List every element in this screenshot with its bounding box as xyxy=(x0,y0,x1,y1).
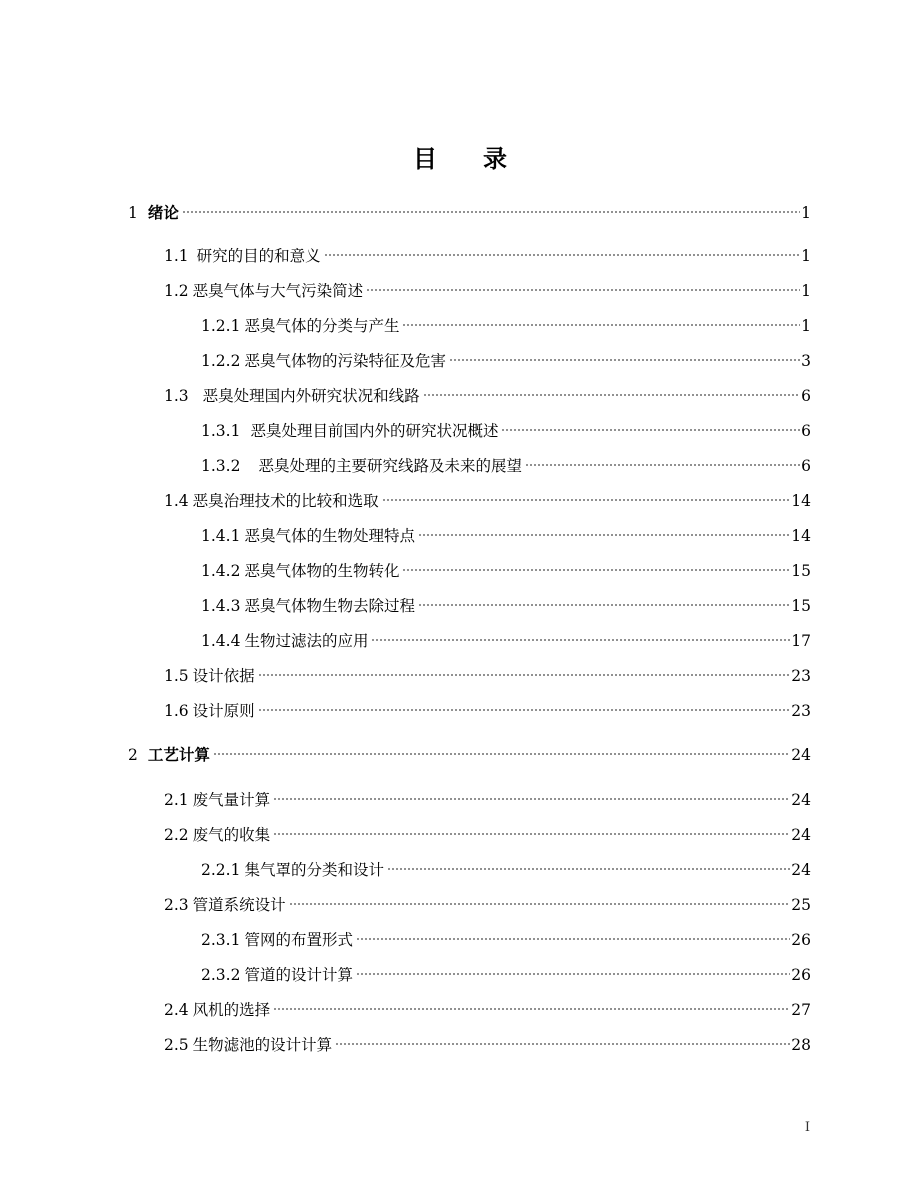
toc-entry-number: 1.4.4 xyxy=(201,632,241,650)
toc-leader-dots xyxy=(449,344,800,366)
toc-entry-1-3[interactable] xyxy=(164,379,811,405)
toc-entry-text: 工艺计算 xyxy=(147,746,210,764)
toc-entry-page: 6 xyxy=(801,422,811,440)
toc-entry-1-1[interactable] xyxy=(164,239,811,265)
toc-entry-page: 26 xyxy=(791,931,811,949)
toc-entry-number: 2.3.1 xyxy=(201,931,241,949)
toc-entry-text: 恶臭气体与大气污染简述 xyxy=(192,282,364,300)
toc-entry-number: 1.4.2 xyxy=(201,562,241,580)
toc-leader-dots xyxy=(258,659,791,681)
toc-entry-number: 2.4 xyxy=(164,1001,189,1019)
toc-entry-page: 14 xyxy=(791,492,811,510)
toc-entry-page: 24 xyxy=(791,791,811,809)
toc-leader-dots xyxy=(501,414,800,436)
toc-entry-page: 17 xyxy=(791,632,811,650)
toc-entry-number: 1 xyxy=(128,204,138,222)
toc-entry-text: 恶臭治理技术的比较和选取 xyxy=(192,492,379,510)
toc-leader-dots xyxy=(356,958,790,980)
toc-entry-page: 14 xyxy=(791,527,811,545)
toc-leader-dots xyxy=(324,239,800,261)
toc-leader-dots xyxy=(423,379,800,401)
toc-entry-1-2[interactable] xyxy=(164,274,811,300)
toc-entry-2-3[interactable] xyxy=(164,888,811,914)
toc-entry-number: 1.6 xyxy=(164,702,189,720)
toc-entry-2-2-1[interactable] xyxy=(201,853,811,879)
toc-entry-1[interactable] xyxy=(128,196,811,222)
toc-entry-text: 废气的收集 xyxy=(192,826,271,844)
toc-entry-page: 1 xyxy=(801,247,811,265)
toc-entry-1-4[interactable] xyxy=(164,484,811,510)
toc-entry-2-2[interactable] xyxy=(164,818,811,844)
toc-entry-1-5[interactable] xyxy=(164,659,811,685)
toc-entry-number: 1.5 xyxy=(164,667,189,685)
toc-entry-1-3-1[interactable] xyxy=(201,414,811,440)
toc-leader-dots xyxy=(335,1028,790,1050)
toc-entry-text: 生物过滤法的应用 xyxy=(244,632,369,650)
toc-leader-dots xyxy=(213,738,790,760)
toc-entry-text: 恶臭处理的主要研究线路及未来的展望 xyxy=(258,457,522,475)
toc-entry-1-6[interactable] xyxy=(164,694,811,720)
toc-entry-number: 1.2.2 xyxy=(201,352,241,370)
toc-entry-text: 管网的布置形式 xyxy=(244,931,353,949)
toc-entry-1-3-2[interactable] xyxy=(201,449,811,475)
toc-entry-2-3-2[interactable] xyxy=(201,958,811,984)
toc-entry-text: 恶臭气体的生物处理特点 xyxy=(244,527,415,545)
toc-entry-text: 恶臭气体物生物去除过程 xyxy=(244,597,415,615)
toc-entry-2[interactable] xyxy=(128,738,811,764)
toc-entry-2-3-1[interactable] xyxy=(201,923,811,949)
toc-leader-dots xyxy=(258,694,791,716)
toc-entry-page: 28 xyxy=(791,1036,811,1054)
toc-entry-text: 管道系统设计 xyxy=(192,896,286,914)
toc-entry-number: 2.5 xyxy=(164,1036,189,1054)
title-char-2: 录 xyxy=(483,145,507,173)
toc-entry-number: 2.2 xyxy=(164,826,189,844)
toc-leader-dots xyxy=(182,196,800,218)
toc-entry-page: 1 xyxy=(801,204,811,222)
toc-entry-text: 管道的设计计算 xyxy=(244,966,353,984)
toc-entry-page: 1 xyxy=(801,282,811,300)
toc-leader-dots xyxy=(273,818,790,840)
toc-leader-dots xyxy=(387,853,790,875)
toc-entry-page: 3 xyxy=(801,352,811,370)
toc-entry-page: 15 xyxy=(791,597,811,615)
toc-entry-number: 1.3.1 xyxy=(201,422,241,440)
toc-entry-page: 24 xyxy=(791,746,811,764)
toc-leader-dots xyxy=(525,449,800,471)
toc-entry-text: 风机的选择 xyxy=(192,1001,271,1019)
toc-entry-text: 恶臭气体物的生物转化 xyxy=(244,562,400,580)
toc-entry-number: 1.3.2 xyxy=(201,457,241,475)
toc-entry-text: 废气量计算 xyxy=(192,791,271,809)
toc-entry-number: 1.4.3 xyxy=(201,597,241,615)
toc-entry-page: 23 xyxy=(791,702,811,720)
toc-entry-page: 1 xyxy=(801,317,811,335)
toc-entry-2-5[interactable] xyxy=(164,1028,811,1054)
toc-entry-number: 2 xyxy=(128,746,138,764)
toc-leader-dots xyxy=(371,624,790,646)
toc-entry-1-2-2[interactable] xyxy=(201,344,811,370)
toc-entry-page: 25 xyxy=(791,896,811,914)
toc-leader-dots xyxy=(356,923,790,945)
toc-entry-number: 1.3 xyxy=(164,387,189,405)
toc-entry-text: 恶臭处理国内外研究状况和线路 xyxy=(202,387,420,405)
toc-leader-dots xyxy=(289,888,791,910)
toc-entry-number: 2.2.1 xyxy=(201,861,241,879)
toc-entry-number: 1.4 xyxy=(164,492,189,510)
toc-entry-page: 6 xyxy=(801,387,811,405)
toc-entry-text: 绪论 xyxy=(147,204,179,222)
toc-leader-dots xyxy=(382,484,791,506)
toc-entry-text: 恶臭处理目前国内外的研究状况概述 xyxy=(250,422,499,440)
toc-entry-page: 26 xyxy=(791,966,811,984)
toc-entry-number: 1.4.1 xyxy=(201,527,241,545)
toc-entry-number: 1.2 xyxy=(164,282,189,300)
toc-entry-1-4-1[interactable] xyxy=(201,519,811,545)
toc-entry-text: 生物滤池的设计计算 xyxy=(192,1036,333,1054)
toc-entry-text: 恶臭气体的分类与产生 xyxy=(244,317,400,335)
toc-entry-1-2-1[interactable] xyxy=(201,309,811,335)
toc-entry-page: 6 xyxy=(801,457,811,475)
toc-leader-dots xyxy=(418,589,790,611)
toc-entry-1-4-2[interactable] xyxy=(201,554,811,580)
toc-entry-text: 恶臭气体物的污染特征及危害 xyxy=(244,352,446,370)
toc-entry-text: 集气罩的分类和设计 xyxy=(244,861,384,879)
toc-leader-dots xyxy=(402,554,790,576)
toc-entry-page: 24 xyxy=(791,826,811,844)
toc-entry-number: 1.1 xyxy=(164,247,189,265)
toc-leader-dots xyxy=(273,993,790,1015)
toc-entry-page: 27 xyxy=(791,1001,811,1019)
toc-entry-number: 2.1 xyxy=(164,791,189,809)
toc-entry-page: 15 xyxy=(791,562,811,580)
toc-entry-1-4-3[interactable] xyxy=(201,589,811,615)
toc-leader-dots xyxy=(366,274,800,296)
toc-entry-number: 1.2.1 xyxy=(201,317,241,335)
toc-leader-dots xyxy=(402,309,800,331)
toc-leader-dots xyxy=(418,519,790,541)
toc-leader-dots xyxy=(273,783,790,805)
toc-entry-2-1[interactable] xyxy=(164,783,811,809)
toc-entry-number: 2.3 xyxy=(164,896,189,914)
toc-entry-text: 设计依据 xyxy=(192,667,255,685)
toc-entry-text: 研究的目的和意义 xyxy=(196,247,321,265)
page-number: I xyxy=(804,1120,810,1135)
title-char-1: 目 xyxy=(413,145,437,173)
toc-entry-page: 24 xyxy=(791,861,811,879)
toc-entry-2-4[interactable] xyxy=(164,993,811,1019)
toc-entry-1-4-4[interactable] xyxy=(201,624,811,650)
toc-entry-page: 23 xyxy=(791,667,811,685)
toc-entry-number: 2.3.2 xyxy=(201,966,241,984)
toc-entry-text: 设计原则 xyxy=(192,702,255,720)
